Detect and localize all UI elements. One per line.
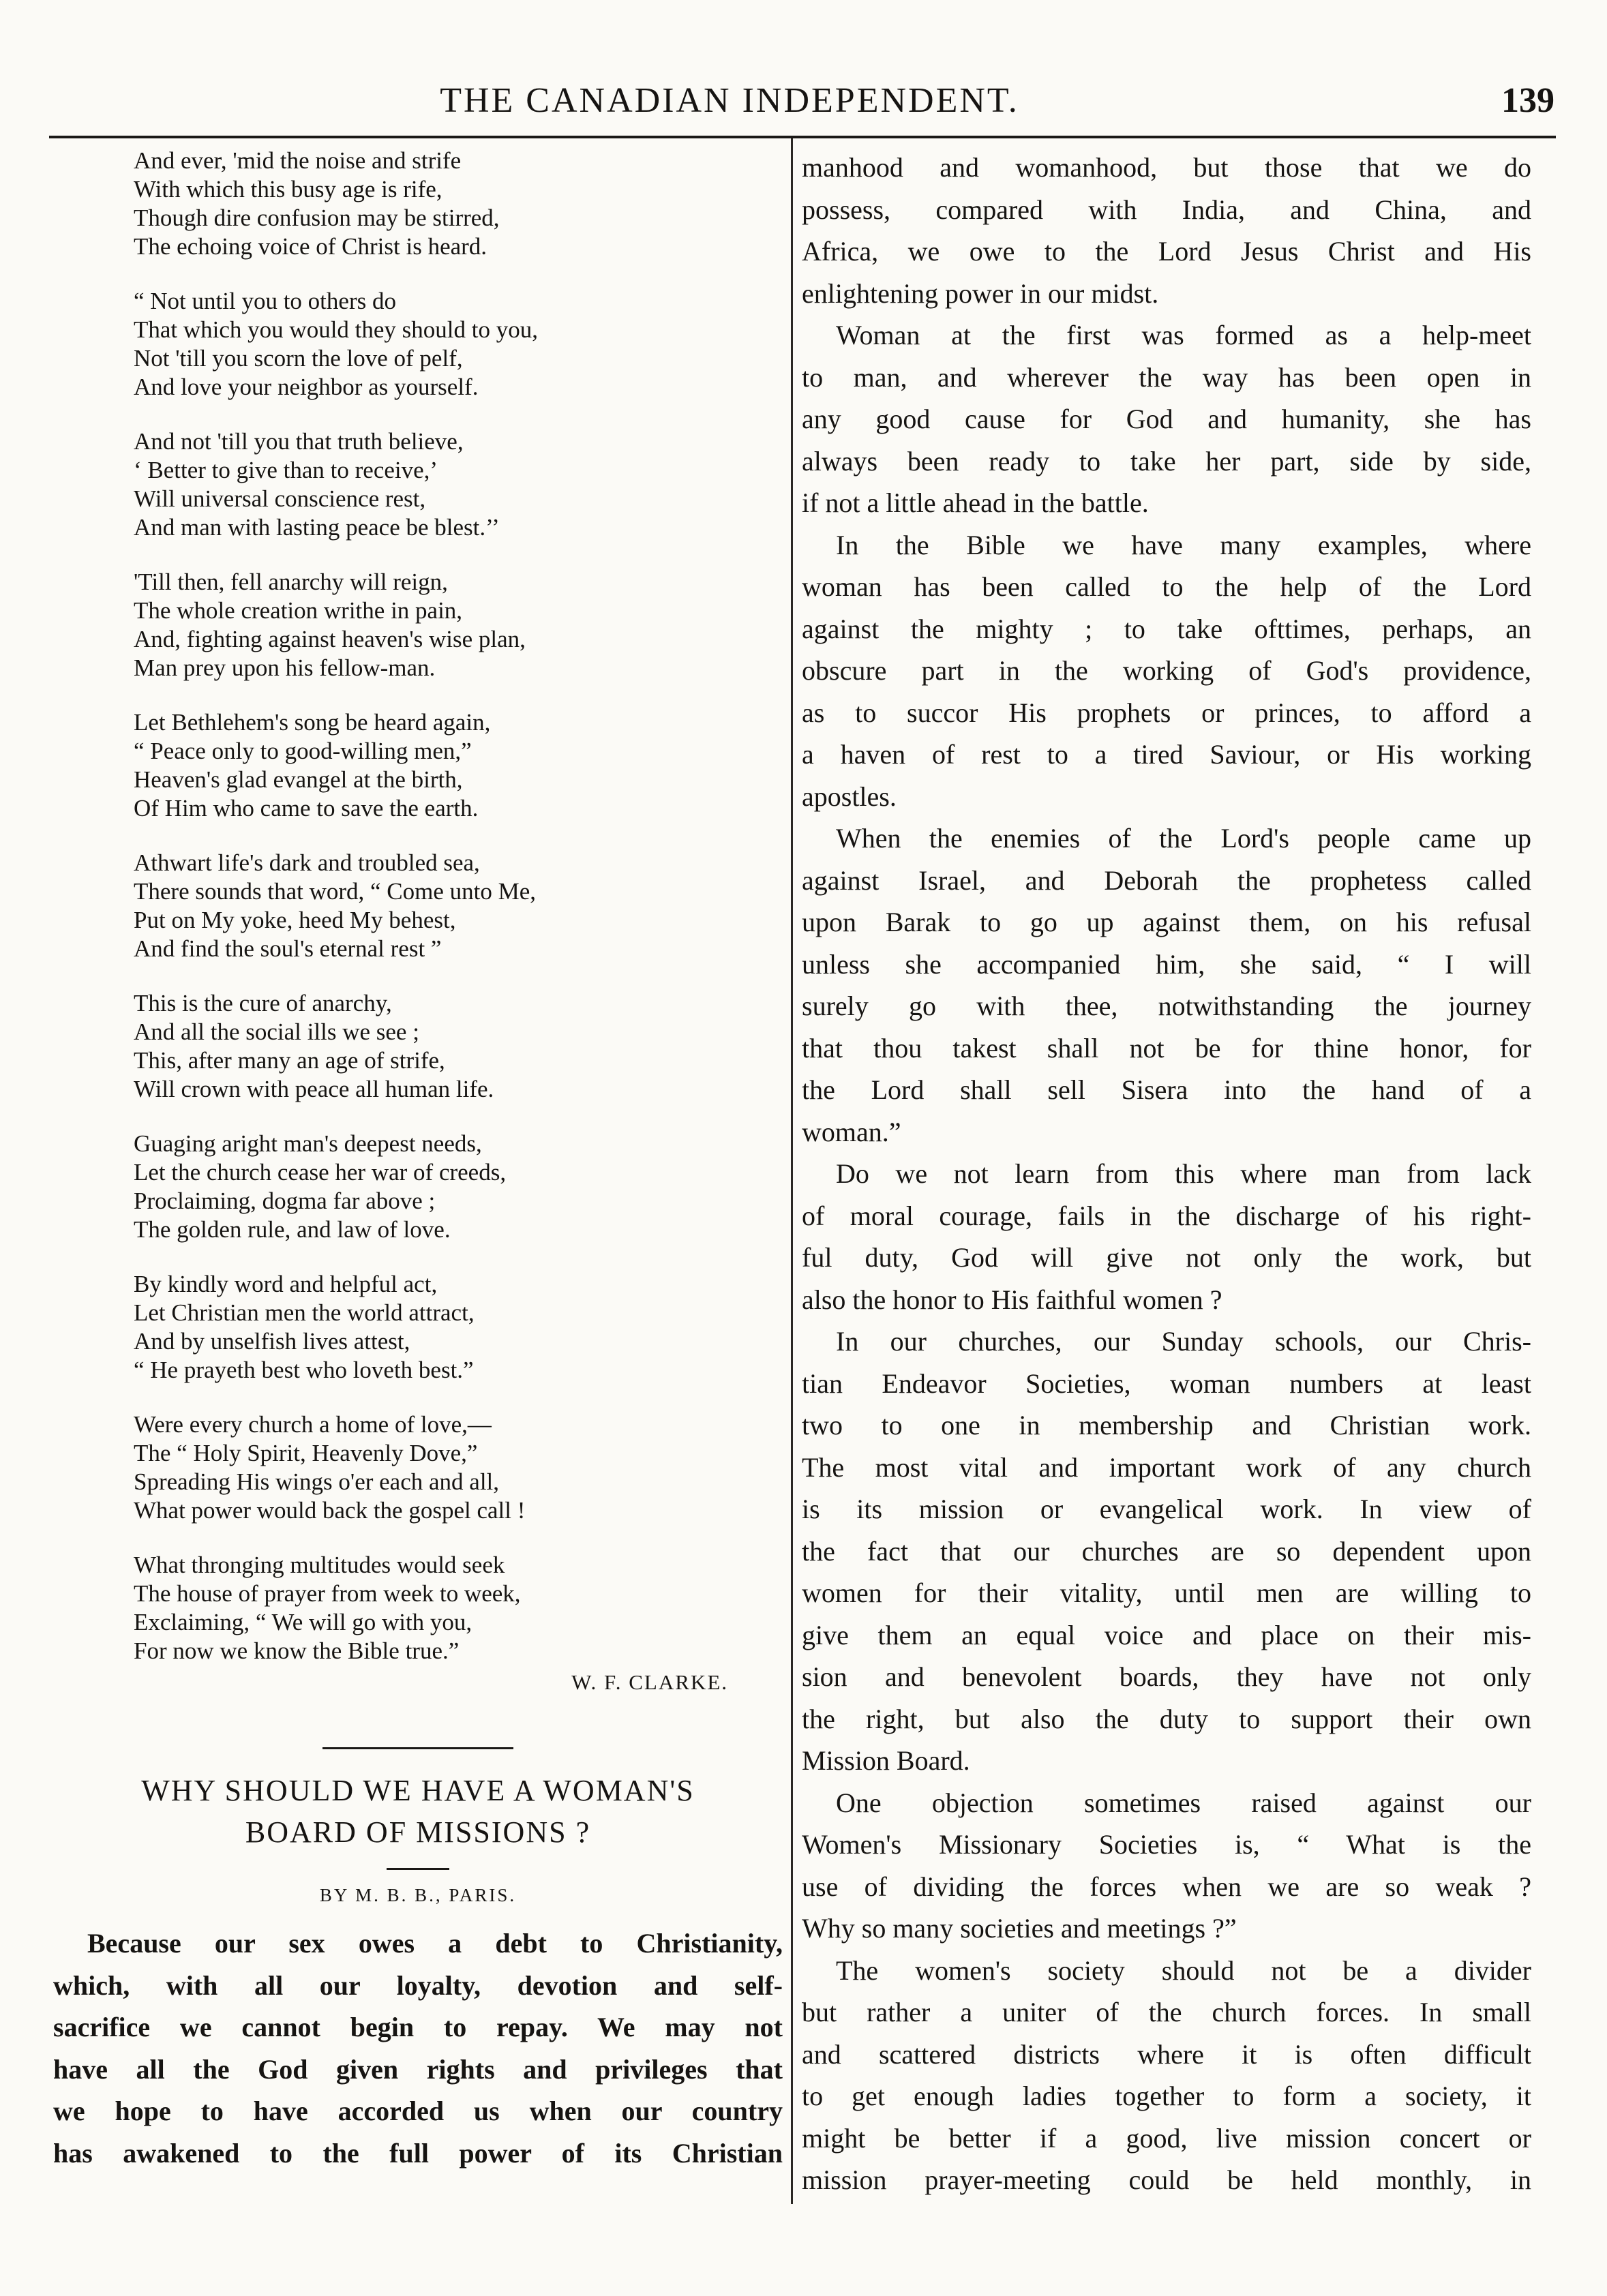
article-byline: BY M. B. B., PARIS.: [319, 1885, 517, 1905]
poem-line: Athwart life's dark and troubled sea,: [134, 849, 480, 876]
paragraph-line: women for their vitality, until men are willing to: [802, 1577, 1531, 1608]
paragraph-line: we hope to have accorded us when our country: [53, 2096, 783, 2126]
paragraph-line: Mission Board.: [802, 1745, 970, 1776]
paragraph-line: against the mighty ; to take ofttimes, perhaps, an: [802, 613, 1531, 644]
poem-line: Proclaiming, dogma far above ;: [134, 1188, 436, 1214]
poem-line: The golden rule, and law of love.: [134, 1216, 451, 1243]
paragraph-line: unless she accompanied him, she said, “ I will: [802, 948, 1531, 980]
poem-line: What power would back the gospel call !: [134, 1497, 526, 1524]
paragraph-line: woman has been called to the help of the Lord: [802, 571, 1531, 602]
paragraph-line: also the honor to His faithful women ?: [802, 1284, 1222, 1315]
poem-line: By kindly word and helpful act,: [134, 1271, 438, 1297]
paragraph-line: In our churches, our Sunday schools, our Chris-: [836, 1326, 1531, 1357]
poem-line: What thronging multitudes would seek: [134, 1552, 505, 1578]
journal-title: THE CANADIAN INDEPENDENT.: [440, 81, 1019, 120]
paragraph-line: upon Barak to go up against them, on his refusal: [802, 907, 1531, 937]
poem-line: Spreading His wings o'er each and all,: [134, 1468, 500, 1495]
paragraph-line: woman.”: [802, 1116, 901, 1147]
paragraph-line: use of dividing the forces when we are so weak ?: [802, 1871, 1531, 1902]
paragraph-line: Africa, we owe to the Lord Jesus Christ and His: [802, 236, 1531, 267]
article-paragraph: [802, 1782, 1531, 1950]
poem-line: For now we know the Bible true.”: [134, 1637, 460, 1664]
poem-line: ‘ Better to give than to receive,’: [134, 457, 438, 483]
poem-line: With which this busy age is rife,: [134, 176, 442, 202]
article-title: [53, 1770, 783, 1853]
paragraph-line: has awakened to the full power of its Christian: [53, 2137, 783, 2169]
poem-line: The whole creation writhe in pain,: [134, 597, 463, 624]
article-paragraph: [802, 1153, 1531, 1320]
paragraph-line: enlightening power in our midst.: [802, 277, 1159, 309]
poem-stanza: [53, 427, 783, 542]
paragraph-line: obscure part in the working of God's providence,: [802, 655, 1531, 686]
paragraph-line: The most vital and important work of any church: [802, 1451, 1531, 1483]
poem-line: 'Till then, fell anarchy will reign,: [134, 569, 448, 595]
page-number: 139: [1501, 81, 1555, 120]
poem-stanza: [53, 1270, 783, 1385]
paragraph-line: of moral courage, fails in the discharge of his right-: [802, 1200, 1531, 1231]
page-header: [48, 74, 1555, 128]
poem-stanza: [53, 1410, 783, 1525]
paragraph-line: a haven of rest to a tired Saviour, or His working: [802, 739, 1531, 770]
paragraph-line: apostles.: [802, 781, 897, 812]
article-paragraph: [802, 817, 1531, 1153]
poem-stanza: [53, 287, 783, 402]
poem-line: Guaging aright man's deepest needs,: [134, 1130, 482, 1157]
paragraph-line: which, with all our loyalty, devotion and self-: [53, 1969, 783, 2001]
poem-line: Will crown with peace all human life.: [134, 1076, 494, 1102]
paragraph-line: Woman at the first was formed as a help-meet: [836, 320, 1531, 350]
paragraph-line: The women's society should not be a divider: [836, 1954, 1531, 1986]
paragraph-line: the right, but also the duty to support their own: [802, 1703, 1531, 1734]
paragraph-line: mission prayer-meeting could be held monthly, in: [802, 2164, 1531, 2195]
paragraph-line: have all the God given rights and privileges that: [53, 2053, 783, 2085]
paragraph-line: two to one in membership and Christian work.: [802, 1410, 1531, 1440]
paragraph-line: give them an equal voice and place on their mis-: [802, 1619, 1531, 1650]
paragraph-line: any good cause for God and humanity, she has: [802, 404, 1531, 434]
poem-line: The house of prayer from week to week,: [134, 1580, 521, 1607]
poem-line: Of Him who came to save the earth.: [134, 795, 479, 821]
poem-line: And man with lasting peace be blest.’’: [134, 514, 500, 541]
left-column: [53, 147, 783, 2174]
poem-line: And find the soul's eternal rest ”: [134, 935, 442, 962]
poem-stanza: [53, 147, 783, 261]
section-rule: [322, 1747, 513, 1749]
poem-stanza: [53, 708, 783, 823]
poem-line: The “ Holy Spirit, Heavenly Dove,”: [134, 1440, 478, 1466]
poem-line: That which you would they should to you,: [134, 316, 539, 343]
poem-line: Put on My yoke, heed My behest,: [134, 907, 456, 933]
paragraph-line: When the enemies of the Lord's people came up: [836, 823, 1531, 854]
poem-signature: W. F. CLARKE.: [571, 1670, 728, 1694]
article-paragraph: [802, 1950, 1531, 2201]
poem-line: “ He prayeth best who loveth best.”: [134, 1357, 474, 1383]
poem: [53, 147, 783, 1665]
poem-line: “ Peace only to good-willing men,”: [134, 738, 472, 764]
poem-line: The echoing voice of Christ is heard.: [134, 233, 487, 260]
paragraph-line: that thou takest shall not be for thine honor, for: [802, 1032, 1531, 1063]
paragraph-line: as to succor His prophets or princes, to afford a: [802, 697, 1531, 728]
paragraph-line: ful duty, God will give not only the work, but: [802, 1242, 1531, 1273]
poem-line: And all the social ills we see ;: [134, 1018, 419, 1045]
title-rule: [387, 1868, 449, 1870]
right-column: [802, 147, 1531, 2201]
paragraph-line: is its mission or evangelical work. In view of: [802, 1494, 1531, 1524]
paragraph-line: Women's Missionary Societies is, “ What is the: [802, 1829, 1531, 1860]
poem-stanza: [53, 989, 783, 1104]
paragraph-line: tian Endeavor Societies, woman numbers at least: [802, 1368, 1531, 1399]
paragraph-line: sacrifice we cannot begin to repay. We may not: [53, 2012, 783, 2042]
poem-line: This is the cure of anarchy,: [134, 990, 392, 1016]
poem-line: “ Not until you to others do: [134, 288, 396, 314]
article-paragraph: [802, 314, 1531, 524]
paragraph-line: to man, and wherever the way has been open in: [802, 361, 1531, 393]
poem-line: And ever, 'mid the noise and strife: [134, 147, 462, 174]
paragraph-line: Why so many societies and meetings ?”: [802, 1913, 1237, 1944]
paragraph-line: Because our sex owes a debt to Christianity,: [87, 1928, 783, 1959]
poem-line: Will universal conscience rest,: [134, 485, 426, 512]
poem-stanza: [53, 1130, 783, 1244]
poem-line: Let Christian men the world attract,: [134, 1299, 475, 1326]
paragraph-line: sion and benevolent boards, they have not only: [802, 1661, 1531, 1692]
article-body: [802, 147, 1531, 2201]
paragraph-line: manhood and womanhood, but those that we do: [802, 152, 1531, 183]
poem-line: Though dire confusion may be stirred,: [134, 205, 500, 231]
poem-line: Heaven's glad evangel at the birth,: [134, 766, 463, 793]
poem-line: Not 'till you scorn the love of pelf,: [134, 345, 463, 372]
poem-line: Were every church a home of love,—: [134, 1411, 492, 1438]
poem-stanza: [53, 568, 783, 682]
poem-line: And not 'till you that truth believe,: [134, 428, 464, 455]
poem-line: Let the church cease her war of creeds,: [134, 1159, 507, 1185]
header-rule: [49, 136, 1556, 138]
article-paragraph: [802, 524, 1531, 818]
column-divider: [791, 138, 793, 2204]
paragraph-line: In the Bible we have many examples, where: [836, 529, 1531, 560]
poem-stanza: [53, 1551, 783, 1665]
paragraph-line: and scattered districts where it is often difficult: [802, 2038, 1531, 2070]
paragraph-line: the fact that our churches are so dependent upon: [802, 1535, 1531, 1567]
article-title-line-1: WHY SHOULD WE HAVE A WOMAN'S: [141, 1774, 695, 1807]
poem-line: There sounds that word, “ Come unto Me,: [134, 878, 537, 905]
paragraph-line: against Israel, and Deborah the prophetess called: [802, 864, 1531, 896]
article-paragraph: [53, 1922, 783, 2174]
paragraph-line: if not a little ahead in the battle.: [802, 487, 1149, 518]
poem-line: Man prey upon his fellow-man.: [134, 654, 436, 681]
poem-line: And love your neighbor as yourself.: [134, 374, 479, 400]
paragraph-line: possess, compared with India, and China, and: [802, 194, 1531, 225]
poem-line: Let Bethlehem's song be heard again,: [134, 709, 491, 736]
paragraph-line: might be better if a good, live mission concert or: [802, 2122, 1531, 2154]
poem-stanza: [53, 849, 783, 963]
article-paragraph: [802, 147, 1531, 314]
paragraph-line: to get enough ladies together to form a society, it: [802, 2081, 1531, 2111]
poem-line: And, fighting against heaven's wise plan,: [134, 626, 526, 652]
paragraph-line: One objection sometimes raised against our: [836, 1787, 1531, 1818]
paragraph-line: but rather a uniter of the church forces. In small: [802, 1997, 1531, 2027]
paragraph-line: surely go with thee, notwithstanding the journey: [802, 991, 1531, 1021]
article-paragraph: [802, 1320, 1531, 1782]
paragraph-line: always been ready to take her part, side by side,: [802, 445, 1531, 477]
poem-line: Exclaiming, “ We will go with you,: [134, 1609, 472, 1635]
poem-line: And by unselfish lives attest,: [134, 1328, 410, 1355]
paragraph-line: the Lord shall sell Sisera into the hand of a: [802, 1074, 1531, 1105]
paragraph-line: Do we not learn from this where man from lack: [836, 1158, 1531, 1189]
poem-line: This, after many an age of strife,: [134, 1047, 445, 1074]
article-title-line-2: BOARD OF MISSIONS ?: [245, 1815, 591, 1849]
